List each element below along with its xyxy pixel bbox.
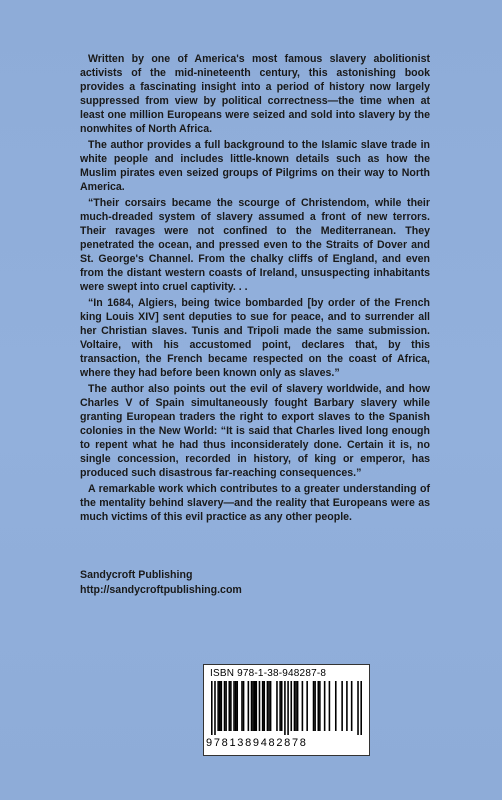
barcode-bar xyxy=(302,681,304,731)
barcode-bar xyxy=(319,681,321,731)
barcode-bar xyxy=(357,681,359,735)
isbn-label: ISBN 978-1-38-948287-8 xyxy=(210,668,327,679)
isbn-barcode xyxy=(203,664,370,756)
barcode-bar xyxy=(228,681,230,731)
barcode-bar xyxy=(346,681,348,731)
barcode-bar xyxy=(276,681,278,731)
blurb-paragraph-4: “In 1684, Algiers, being twice bombarded [by order of the French king Louis XIV] sent deputies to sue for peace, and to surrender all her Christian slaves. Tunis and Tripoli made the same submission. Voltaire, with his accustomed point, declares that, by this transaction, the French became respected on the coast of Africa, where they had before been known only as slaves.” xyxy=(80,297,430,379)
barcode-bar xyxy=(233,681,235,731)
barcode-bar xyxy=(262,681,264,731)
barcode-bar xyxy=(351,681,353,731)
barcode-bar xyxy=(270,681,272,731)
barcode-bar xyxy=(254,681,256,731)
blurb-paragraph-5: The author also points out the evil of slavery worldwide, and how Charles V of Spain simultaneously fought Barbary slavery while granting European traders the right to export slaves to the Spanish colonies in the New World: “It is said that Charles lived long enough to repent what he had thus inconsiderately done. Certain it is, no single concession, recorded in history, of king or emperor, has produced such disastrous far-reaching consequences.” xyxy=(80,383,430,479)
barcode-bar xyxy=(248,681,250,731)
barcode-bar xyxy=(313,681,315,731)
barcode-bar xyxy=(360,681,362,735)
barcode-bar xyxy=(230,681,232,731)
barcode-bars xyxy=(211,681,362,735)
blurb-text xyxy=(80,52,430,524)
barcode-bar xyxy=(295,681,297,731)
barcode-bar xyxy=(329,681,331,731)
barcode-bar xyxy=(279,681,281,731)
publisher-name: Sandycroft Publishing xyxy=(80,569,193,581)
barcode-bar xyxy=(290,681,292,731)
barcode-bar xyxy=(256,681,258,731)
barcode-bar xyxy=(317,681,319,731)
barcode-bar xyxy=(252,681,254,731)
barcode-bar xyxy=(221,681,223,731)
barcode-bar xyxy=(225,681,227,731)
barcode-digits: 9781389482878 xyxy=(206,737,308,749)
barcode-bar xyxy=(335,681,337,731)
barcode-bar xyxy=(267,681,269,731)
barcode-bar xyxy=(217,681,219,731)
barcode-bar xyxy=(214,681,216,735)
barcode-bar xyxy=(211,681,213,735)
barcode-bar xyxy=(224,681,226,731)
barcode-bar xyxy=(235,681,237,731)
barcode-bar xyxy=(251,681,253,731)
barcode-bar xyxy=(243,681,245,731)
barcode-bar xyxy=(284,681,286,735)
barcode-bar xyxy=(294,681,296,731)
blurb-paragraph-6: A remarkable work which contributes to a greater understanding of the mentality behind slavery—and the reality that Europeans were as much victims of this evil practice as any other people. xyxy=(80,483,430,523)
barcode-bar xyxy=(241,681,243,731)
barcode-bar xyxy=(287,681,289,735)
barcode-bar xyxy=(219,681,221,731)
barcode-bar xyxy=(297,681,299,731)
blurb-paragraph-3: “Their corsairs became the scourge of Christendom, while their much-dreaded system of slavery assumed a front of new terrors. Their ravages were not confined to the Mediterranean. They penetrated the ocean, and pressed even to the Straits of Dover and St. George's Channel. From the chalky cliffs of England, and even from the distant western coasts of Ireland, unsuspecting inhabitants were swept into cruel captivity. . . xyxy=(80,197,430,293)
barcode-bar xyxy=(341,681,343,731)
barcode-bar xyxy=(324,681,326,731)
barcode-bar xyxy=(259,681,261,731)
barcode-bar xyxy=(314,681,316,731)
publisher-info xyxy=(80,568,242,598)
barcode-bar xyxy=(263,681,265,731)
blurb-paragraph-1: Written by one of America's most famous slavery abolitionist activists of the mid-nineteenth century, this astonishing book provides a fascinating insight into a period of history now largely suppressed from view by political correctness—the time when at least one million Europeans were seized and sold into slavery by the nonwhites of North Africa. xyxy=(80,53,430,135)
barcode-bar xyxy=(268,681,270,731)
blurb-paragraph-2: The author provides a full background to the Islamic slave trade in white people and includes little-known details such as how the Muslim pirates even seized groups of Pilgrims on their way to North America. xyxy=(80,139,430,193)
barcode-bar xyxy=(281,681,283,731)
publisher-url: http://sandycroftpublishing.com xyxy=(80,584,242,596)
barcode-bar xyxy=(236,681,238,731)
barcode-bar xyxy=(306,681,308,731)
